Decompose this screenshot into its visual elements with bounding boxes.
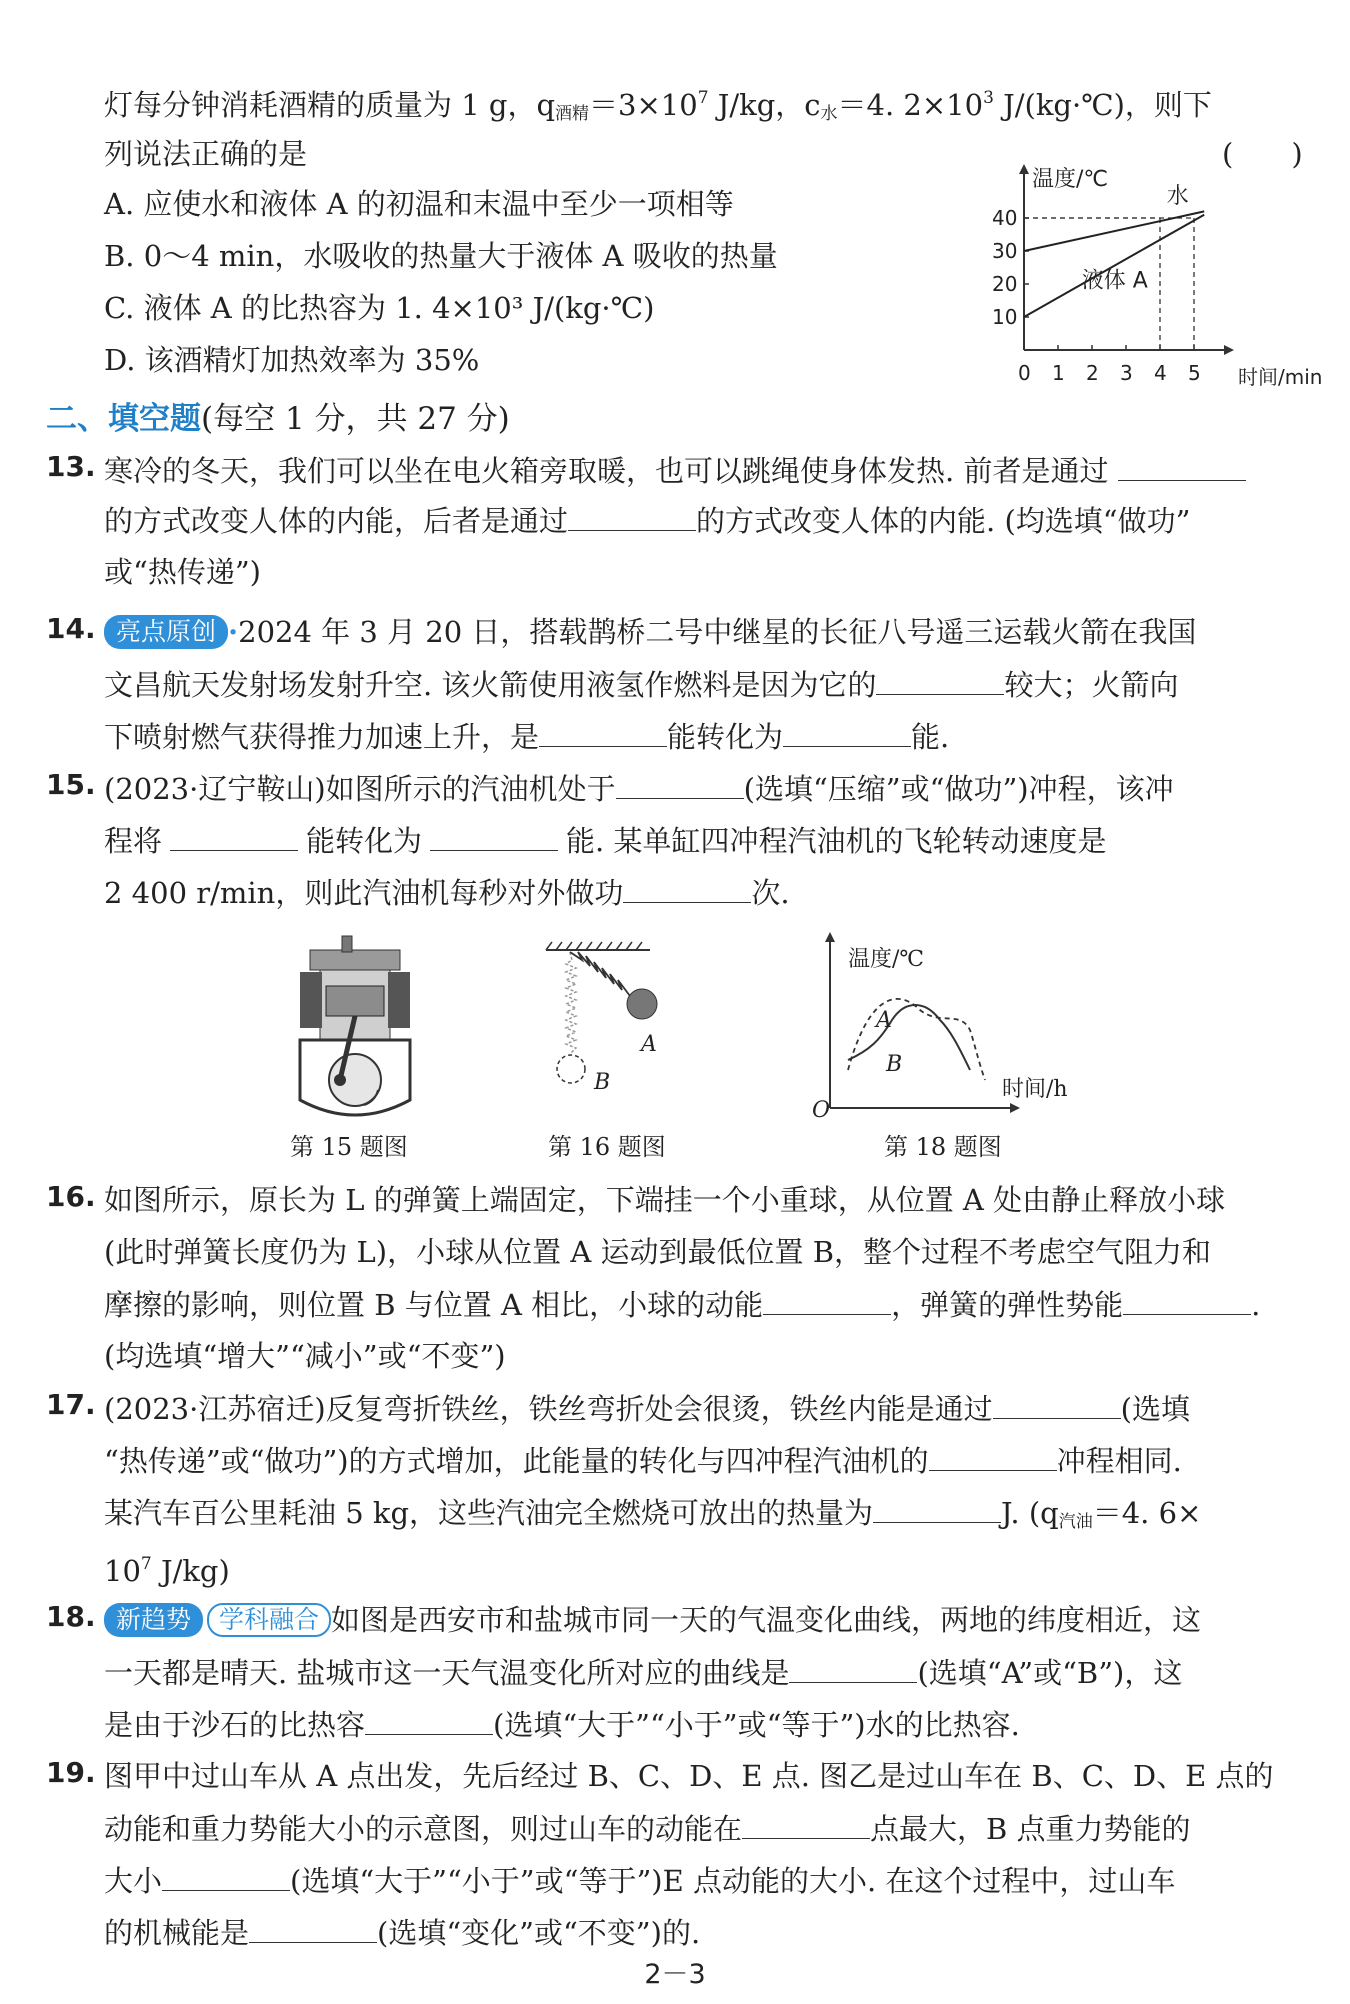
q12-option-a: A. 应使水和液体 A 的初温和末温中至少一项相等 [104,187,734,221]
series-label-water: 水 [1166,184,1189,210]
temperature-time-chart [980,160,1340,400]
y-tick-label: 20 [992,272,1018,296]
q17-line1: (2023·江苏宿迁)反复弯折铁丝，铁丝弯折处会很烫，铁丝内能是通过 (选填 [104,1388,1190,1429]
q19-line1: 图甲中过山车从 A 点出发，先后经过 B、C、D、E 点. 图乙是过山车在 B、C、D、E 点的 [104,1759,1274,1793]
spring-ball-figure [540,940,700,1130]
q12-answer-paren: ( ) [1222,137,1303,171]
q14-number: 14. [46,612,96,645]
q14-blank-3[interactable] [783,716,911,747]
q19-blank-1[interactable] [742,1808,870,1839]
x-tick-label: 2 [1086,361,1099,385]
q19-line2: 动能和重力势能大小的示意图，则过山车的动能在 点最大，B 点重力势能的 [104,1808,1191,1849]
q15-line3: 2 400 r/min，则此汽油机每秒对外做功 次. [104,872,790,913]
figure18-caption: 第 18 题图 [884,1133,1002,1161]
q13-blank-1[interactable] [1118,450,1246,481]
q15-number: 15. [46,768,96,801]
q15-blank-4[interactable] [623,872,751,903]
q18-line2: 一天都是晴天. 盐城市这一天气温变化所对应的曲线是 (选填“A”或“B”)，这 [104,1652,1182,1693]
y-tick-label: 40 [992,206,1018,230]
q14-line2: 文昌航天发射场发射升空. 该火箭使用液氢作燃料是因为它的 较大；火箭向 [104,664,1178,705]
section-note: (每空 1 分，共 27 分) [201,401,510,437]
q18-line1: 新趋势 学科融合 如图是西安市和盐城市同一天的气温变化曲线，两地的纬度相近，这 [104,1600,1201,1640]
figure16-caption: 第 16 题图 [548,1133,666,1161]
q18-blank-2[interactable] [365,1704,493,1735]
section-title [46,398,510,440]
series-line-liquid-a [1024,215,1204,317]
fig16-label-a: A [641,1032,657,1057]
q19-line3: 大小 (选填“大于”“小于”或“等于”)E 点动能的大小. 在这个过程中，过山车 [104,1860,1175,1901]
section-heading: 二、填空题 [46,401,201,437]
q12-line1: 灯每分钟消耗酒精的质量为 1 g，$q_{酒精}=3\times 10^7$ J/kg，$c_水=4$. $2\times 10^3$ J/(kg·℃)，则下 [104,88,1212,124]
q17-line2: “热传递”或“做功”)的方式增加，此能量的转化与四冲程汽油机的 冲程相同. [104,1440,1182,1481]
y-tick-label: 30 [992,239,1018,263]
x-tick-label: 5 [1188,361,1201,385]
x-axis-arrow [1224,345,1234,355]
fig18-xlabel: 时间/h [1002,1077,1068,1102]
q17-line3: 某汽车百公里耗油 5 kg，这些汽油完全燃烧可放出的热量为 J. ($q_{汽油}=4$. 6× [104,1492,1201,1542]
y-axis-arrow [1019,164,1029,174]
q15-line1: (2023·辽宁鞍山)如图所示的汽油机处于 (选填“压缩”或“做功”)冲程，该冲 [104,768,1174,809]
x-axis-label: 时间/min [1238,365,1323,389]
page-number: 2－3 [644,1959,706,1990]
original-badge: 亮点原创 [104,615,228,649]
fig16-label-b: B [594,1070,611,1095]
fig18-origin: O [812,1098,831,1123]
q16-line1: 如图所示，原长为 L 的弹簧上端固定，下端挂一个小重球，从位置 A 处由静止释放小球 [104,1183,1226,1217]
q12-line2: 列说法正确的是 [104,137,308,171]
q13-line3: 或“热传递”) [104,555,261,589]
q16-blank-1[interactable] [763,1284,891,1315]
q16-line4: (均选填“增大”“减小”或“不变”) [104,1339,506,1373]
x-tick-label: 3 [1120,361,1133,385]
q18-blank-1[interactable] [789,1652,917,1683]
q17-line4: $10^7$ J/kg) [104,1554,230,1588]
y-tick-label: 10 [992,305,1018,329]
q15-blank-1[interactable] [616,768,744,799]
q15-blank-2[interactable] [170,820,298,851]
new-trend-badge: 新趋势 [104,1603,203,1637]
q13-line1: 寒冷的冬天，我们可以坐在电火箱旁取暖，也可以跳绳使身体发热. 前者是通过 [104,450,1246,491]
q16-number: 16. [46,1180,96,1213]
q13-blank-2[interactable] [568,500,696,531]
q16-blank-2[interactable] [1123,1284,1251,1315]
fig18-ylabel: 温度/℃ [848,947,925,972]
q17-blank-1[interactable] [993,1388,1121,1419]
x-tick-label: 4 [1154,361,1167,385]
series-label-liquid-a: 液体 A [1081,268,1148,294]
q14-line3: 下喷射燃气获得推力加速上升，是 能转化为 能. [104,716,949,757]
x-tick-label: 0 [1018,361,1031,385]
q19-number: 19. [46,1756,96,1789]
y-axis-label: 温度/℃ [1032,167,1109,192]
q17-blank-3[interactable] [873,1492,1001,1523]
q15-line2: 程将 能转化为 能. 某单缸四冲程汽油机的飞轮转动速度是 [104,820,1106,861]
figure15-caption: 第 15 题图 [290,1133,408,1161]
q14-blank-1[interactable] [876,664,1004,695]
q17-number: 17. [46,1388,96,1421]
x-tick-label: 1 [1052,361,1065,385]
q19-line4: 的机械能是 (选填“变化”或“不变”)的. [104,1912,700,1953]
interdisciplinary-badge: 学科融合 [207,1603,331,1637]
q14-line1: 亮点原创 ·2024 年 3 月 20 日，搭载鹊桥二号中继星的长征八号遥三运载火箭在我国 [104,612,1196,652]
q19-blank-3[interactable] [249,1912,377,1943]
q13-number: 13. [46,450,96,483]
q15-blank-3[interactable] [430,820,558,851]
q13-line2: 的方式改变人体的内能，后者是通过 的方式改变人体的内能. (均选填“做功” [104,500,1190,541]
fig18-label-b: B [886,1052,903,1077]
q12-option-c: C. 液体 A 的比热容为 1. 4×10³ J/(kg·℃) [104,291,655,325]
fig18-label-a: A [876,1008,892,1033]
q17-blank-2[interactable] [929,1440,1057,1471]
q16-line3: 摩擦的影响，则位置 B 与位置 A 相比，小球的动能 ，弹簧的弹性势能 . [104,1284,1260,1325]
q14-blank-2[interactable] [539,716,667,747]
q18-line3: 是由于沙石的比热容 (选填“大于”“小于”或“等于”)水的比热容. [104,1704,1020,1745]
q12-option-d: D. 该酒精灯加热效率为 35% [104,343,480,377]
q16-line2: (此时弹簧长度仍为 L)，小球从位置 A 运动到最低位置 B，整个过程不考虑空气阻力和 [104,1235,1212,1269]
gasoline-engine-figure [280,930,430,1130]
q19-blank-2[interactable] [162,1860,290,1891]
series-line-water [1024,211,1204,251]
q18-number: 18. [46,1600,96,1633]
q12-option-b: B. 0～4 min，水吸收的热量大于液体 A 吸收的热量 [104,239,778,273]
